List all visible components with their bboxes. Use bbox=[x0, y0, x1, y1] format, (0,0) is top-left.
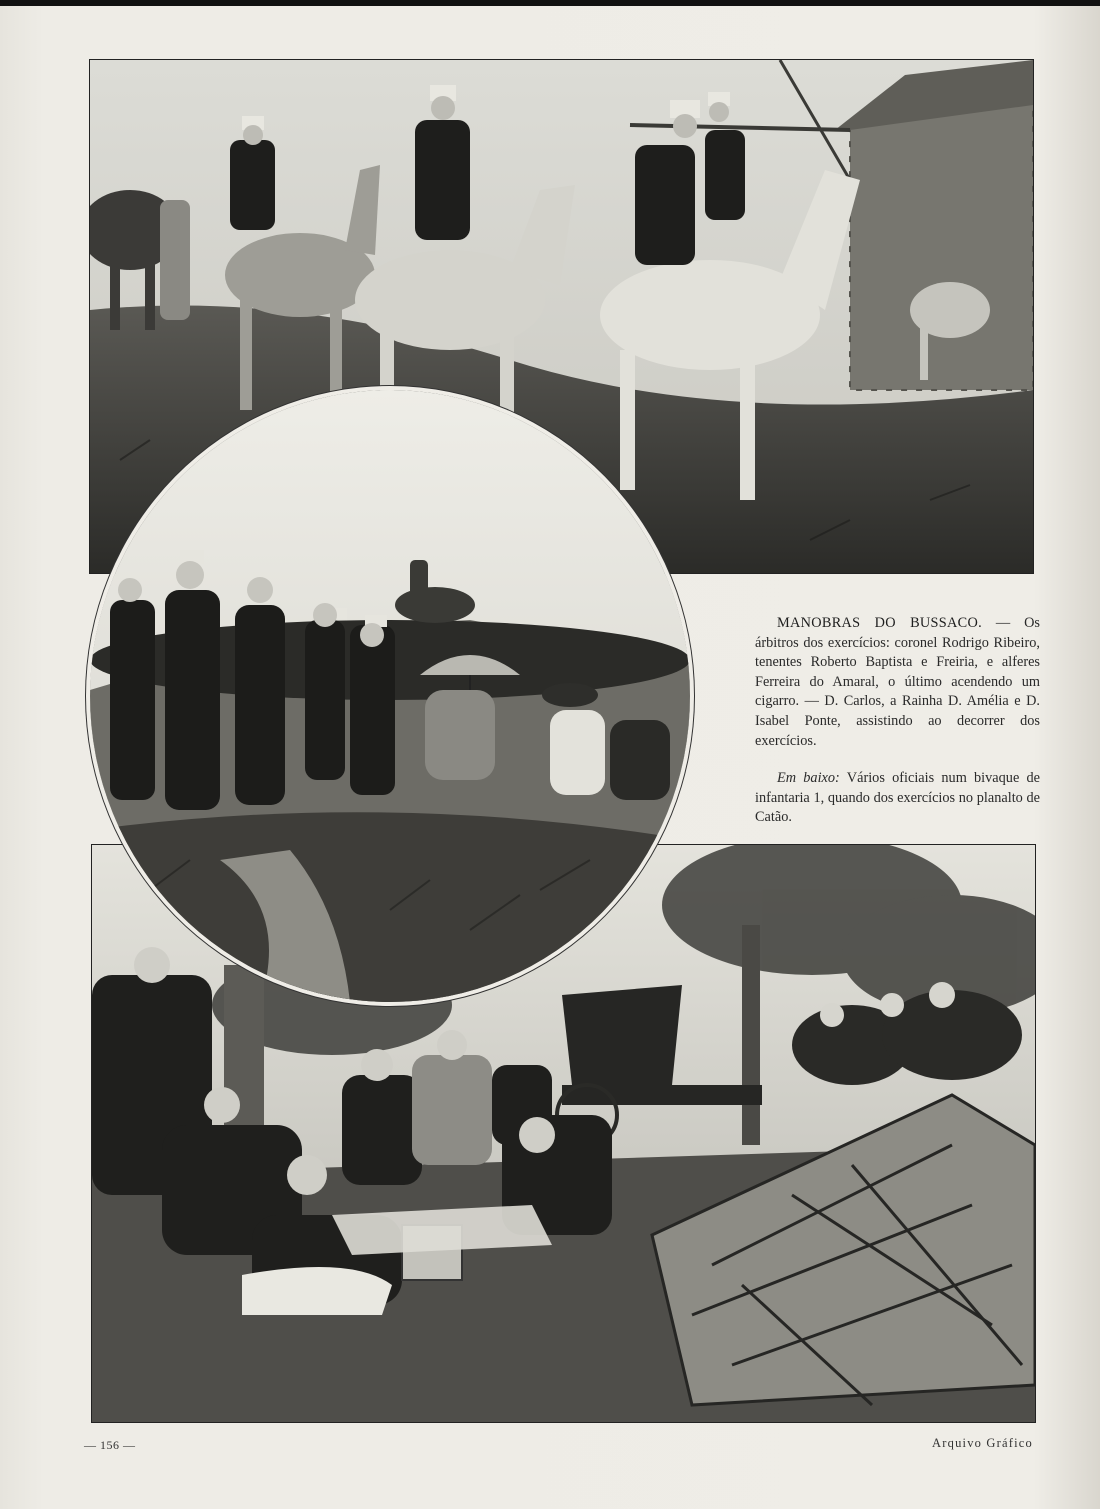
caption-label-below: Em baixo: bbox=[777, 770, 840, 787]
caption-text-2: Vários oficiais num bivaque de infantaria 1, quando dos exercícios no planalto de Catão. bbox=[755, 770, 1041, 826]
publication-name: Arquivo Gráfico bbox=[932, 1436, 1033, 1450]
photo-royal-party bbox=[90, 390, 690, 1002]
page-number: — 156 — bbox=[84, 1438, 136, 1452]
caption-title: MANOBRAS DO BUSSACO. bbox=[777, 615, 983, 631]
caption-paragraph-1 bbox=[755, 614, 1040, 751]
photo-caption bbox=[755, 614, 1040, 828]
caption-paragraph-2 bbox=[755, 769, 1040, 828]
caption-text-1: — Os árbitros dos exercícios: coronel Rodrigo Ribeiro, tenentes Roberto Baptista e Freiria, e alferes Ferreira do Amaral, o último acendendo um cigarro. — D. Carlos, a Rainha D. Amélia e D. Isabel Ponte, assistindo ao decorrer dos exercícios. bbox=[755, 615, 1040, 749]
scan-edge bbox=[0, 0, 1100, 6]
royal-party-image bbox=[90, 390, 690, 1002]
